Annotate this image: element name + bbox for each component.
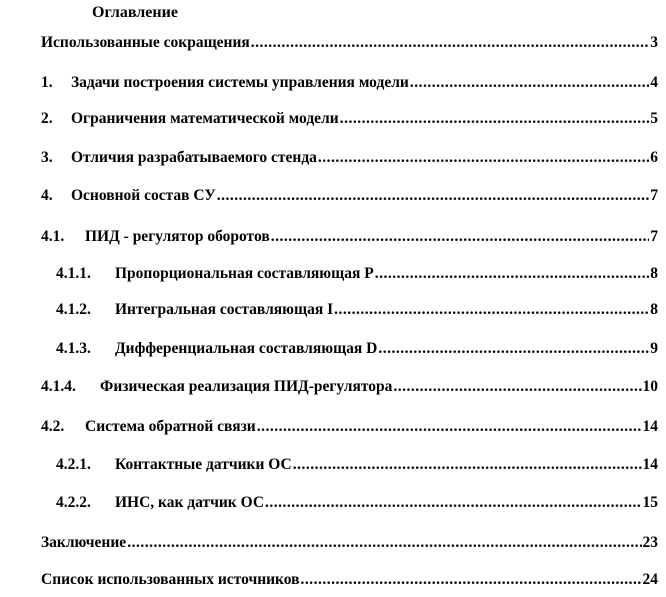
toc-entry-text: Ограничения математической модели (71, 110, 339, 127)
toc-dot-leader (127, 533, 641, 553)
toc-dot-leader (378, 339, 649, 359)
toc-dot-leader (293, 455, 642, 475)
toc-section-number: 4.1.1. (56, 265, 91, 282)
toc-entry-text: Список использованных источников (41, 571, 300, 588)
toc-entry-4[interactable] (41, 186, 658, 206)
toc-dot-leader (318, 148, 649, 168)
toc-dot-leader (410, 73, 649, 93)
toc-page-number: 10 (642, 378, 658, 395)
toc-page-number: 8 (650, 301, 658, 318)
toc-entry-4-1-2[interactable] (56, 300, 658, 320)
toc-entry-3[interactable] (41, 148, 658, 168)
toc-page-number: 7 (650, 187, 658, 204)
toc-page-number: 6 (650, 149, 658, 166)
toc-entry-text: Использованные сокращения (41, 34, 250, 51)
toc-entry-text: ПИД - регулятор оборотов (85, 228, 270, 245)
toc-section-number: 4.1. (41, 228, 65, 245)
toc-entry-4-2-2[interactable] (56, 493, 658, 513)
toc-entry-text: Отличия разрабатываемого стенда (71, 149, 317, 166)
toc-entry-text: Заключение (41, 534, 127, 551)
toc-dot-leader (375, 264, 650, 284)
toc-page-number: 8 (650, 265, 658, 282)
toc-section-number: 1. (41, 74, 53, 91)
toc-entry-1[interactable] (41, 73, 658, 93)
toc-page-number: 7 (650, 228, 658, 245)
toc-entry-4-1[interactable] (41, 227, 658, 247)
toc-page-number: 23 (642, 534, 658, 551)
toc-entry-text: Дифференциальная составляющая D (115, 340, 378, 357)
toc-entry-text: Интегральная составляющая I (115, 301, 334, 318)
toc-entry-text: Физическая реализация ПИД-регулятора (100, 378, 393, 395)
toc-page-number: 24 (642, 571, 658, 588)
toc-dot-leader (217, 186, 649, 206)
toc-dot-leader (271, 227, 650, 247)
toc-dot-leader (301, 570, 642, 590)
toc-page-number: 14 (642, 418, 658, 435)
toc-section-number: 4.2.2. (56, 494, 91, 511)
toc-page-number: 3 (650, 34, 658, 51)
toc-section-number: 4.1.4. (41, 378, 76, 395)
toc-entry-4-2-1[interactable] (56, 455, 658, 475)
toc-page-number: 9 (650, 340, 658, 357)
toc-dot-leader (251, 33, 649, 53)
toc-page-number: 4 (650, 74, 658, 91)
toc-entry-references[interactable] (41, 570, 658, 590)
toc-dot-leader (334, 300, 649, 320)
toc-entry-4-1-4[interactable] (41, 377, 658, 397)
toc-section-number: 4. (41, 187, 53, 204)
toc-dot-leader (393, 377, 641, 397)
toc-page-number: 15 (642, 494, 658, 511)
toc-entry-text: Контактные датчики ОС (115, 456, 292, 473)
toc-entry-text: Система обратной связи (85, 418, 256, 435)
toc-section-number: 4.2.1. (56, 456, 91, 473)
toc-dot-leader (257, 417, 642, 437)
toc-entry-2[interactable] (41, 109, 658, 129)
toc-section-number: 4.2. (41, 418, 65, 435)
toc-entry-4-1-1[interactable] (56, 264, 658, 284)
toc-title: Оглавление (92, 4, 178, 21)
toc-entry-conclusion[interactable] (41, 533, 658, 553)
toc-dot-leader (265, 493, 641, 513)
toc-section-number: 4.1.2. (56, 301, 91, 318)
toc-entry-text: Пропорциональная составляющая P (115, 265, 374, 282)
toc-section-number: 3. (41, 149, 53, 166)
toc-entry-text: Основной состав СУ (71, 187, 216, 204)
toc-page-number: 5 (650, 110, 658, 127)
toc-entry-text: ИНС, как датчик ОС (115, 494, 265, 511)
toc-section-number: 4.1.3. (56, 340, 91, 357)
toc-entry-4-2[interactable] (41, 417, 658, 437)
toc-entry-text: Задачи построения системы управления модели (71, 74, 409, 91)
toc-entry-abbreviations[interactable] (41, 33, 658, 53)
toc-dot-leader (340, 109, 650, 129)
toc-section-number: 2. (41, 110, 53, 127)
toc-page-number: 14 (642, 456, 658, 473)
toc-entry-4-1-3[interactable] (56, 339, 658, 359)
